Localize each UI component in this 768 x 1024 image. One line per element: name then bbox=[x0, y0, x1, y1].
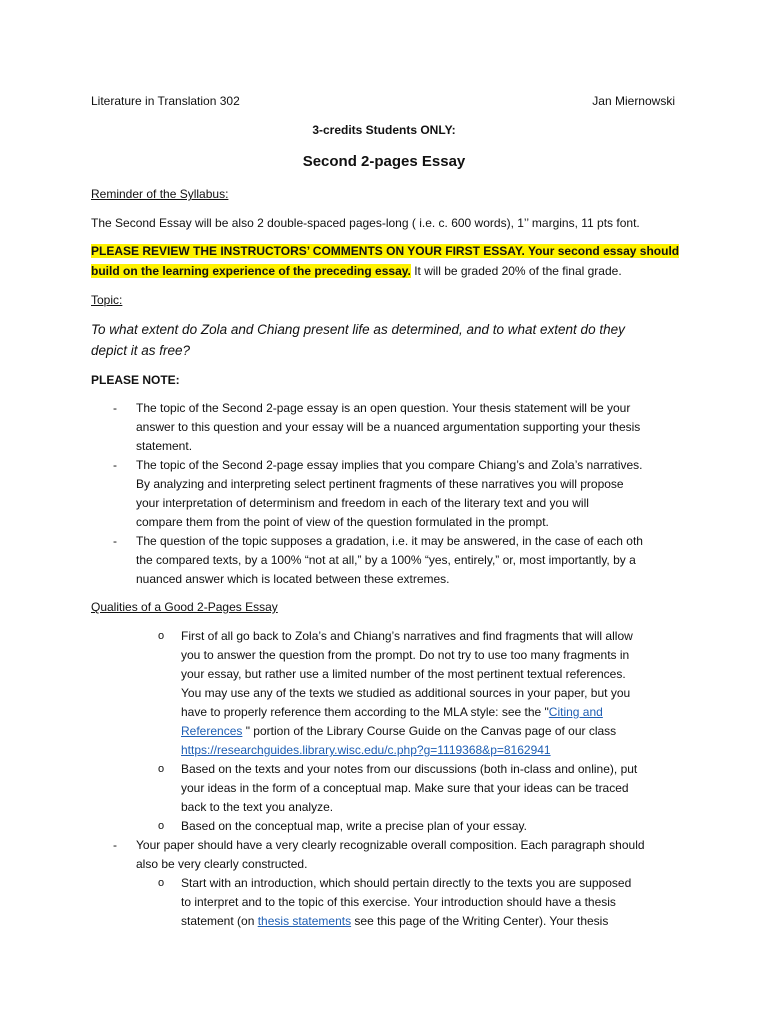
note-3-line-3: nuanced answer which is located between these extremes. bbox=[136, 572, 450, 586]
subtitle: 3-credits Students ONLY: bbox=[312, 123, 456, 137]
course-name: Literature in Translation 302 bbox=[91, 94, 240, 108]
page-title: Second 2-pages Essay bbox=[302, 153, 466, 170]
note-2-line-4: compare them from the point of view of the question formulated in the prompt. bbox=[136, 515, 549, 529]
quality-1-line-3: your essay, but rather use a limited number of the most pertinent textual references. bbox=[181, 667, 626, 681]
intro-line-3-post: see this page of the Writing Center). Your thesis bbox=[351, 914, 609, 928]
note-2-line-1: The topic of the Second 2-page essay implies that you compare Chiang’s and Zola’s narratives. bbox=[136, 458, 643, 472]
note-3-line-1: The question of the topic supposes a gradation, i.e. it may be answered, in the case of each oth bbox=[136, 534, 643, 548]
bullet-dash: - bbox=[113, 458, 117, 472]
please-note-heading: PLEASE NOTE: bbox=[91, 373, 180, 387]
quality-1-line-5 bbox=[181, 703, 603, 722]
note-1-line-3: statement. bbox=[136, 439, 193, 453]
circle-bullet-icon: o bbox=[158, 820, 165, 832]
intro-line-2: to interpret and to the topic of this exercise. Your introduction should have a thesis bbox=[181, 895, 616, 909]
bullet-dash: - bbox=[113, 534, 117, 548]
notice-tail: It will be graded 20% of the final grade. bbox=[410, 264, 622, 278]
intro-line-3 bbox=[181, 912, 608, 931]
quality-2-line-3: back to the text you analyze. bbox=[181, 800, 334, 814]
circle-bullet-icon: o bbox=[158, 630, 165, 642]
research-guide-url-link[interactable]: https://researchguides.library.wisc.edu/c.php?g=1119368&p=8162941 bbox=[181, 743, 551, 757]
note-2-line-3: your interpretation of determinism and freedom in each of the literary text and you will bbox=[136, 496, 589, 510]
composition-line-2: also be very clearly constructed. bbox=[136, 857, 308, 871]
topic-heading: Topic: bbox=[91, 293, 123, 307]
bullet-dash: - bbox=[113, 401, 117, 415]
notice-line-2 bbox=[91, 262, 622, 281]
quality-1-line-6-text: " portion of the Library Course Guide on the Canvas page of our class bbox=[242, 724, 617, 738]
circle-bullet-icon: o bbox=[158, 763, 165, 775]
author-name: Jan Miernowski bbox=[592, 94, 675, 108]
qualities-heading: Qualities of a Good 2-Pages Essay bbox=[91, 600, 278, 614]
quality-1-line-4: You may use any of the texts we studied as additional sources in your paper, but you bbox=[181, 686, 631, 700]
note-3-line-2: the compared texts, by a 100% “not at all,” by a 100% “yes, entirely,” or, most importantly, by a bbox=[136, 553, 636, 567]
reminder-heading: Reminder of the Syllabus: bbox=[91, 187, 229, 201]
reminder-text: The Second Essay will be also 2 double-spaced pages-long ( i.e. c. 600 words), 1’’ margins, 11 pts font. bbox=[91, 216, 640, 230]
notice-highlight-2: build on the learning experience of the preceding essay. bbox=[91, 264, 411, 278]
note-1-line-1: The topic of the Second 2-page essay is an open question. Your thesis statement will be your bbox=[136, 401, 631, 415]
topic-question-line-1: To what extent do Zola and Chiang present life as determined, and to what extent do they bbox=[91, 322, 625, 337]
topic-question-line-2: depict it as free? bbox=[91, 343, 191, 358]
quality-1-line-5-text: have to properly reference them according to the MLA style: see the " bbox=[181, 705, 549, 719]
quality-1-line-1: First of all go back to Zola’s and Chiang’s narratives and find fragments that will allow bbox=[181, 629, 633, 643]
composition-line-1: Your paper should have a very clearly recognizable overall composition. Each paragraph should bbox=[136, 838, 645, 852]
quality-1-line-6 bbox=[181, 722, 616, 741]
notice-highlight-1: PLEASE REVIEW THE INSTRUCTORS’ COMMENTS ON YOUR FIRST ESSAY. Your second essay should bbox=[91, 244, 680, 258]
quality-3-line-1: Based on the conceptual map, write a precise plan of your essay. bbox=[181, 819, 527, 833]
quality-1-line-2: you to answer the question from the prompt. Do not try to use too many fragments in bbox=[181, 648, 630, 662]
intro-line-3-pre: statement (on bbox=[181, 914, 258, 928]
notice-line-1 bbox=[91, 242, 679, 261]
quality-2-line-2: your ideas in the form of a conceptual map. Make sure that your ideas can be traced bbox=[181, 781, 629, 795]
bullet-dash: - bbox=[113, 838, 117, 852]
intro-line-1: Start with an introduction, which should pertain directly to the texts you are supposed bbox=[181, 876, 632, 890]
quality-1-line-7 bbox=[181, 741, 551, 760]
note-2-line-2: By analyzing and interpreting select pertinent fragments of these narratives you will propose bbox=[136, 477, 624, 491]
citing-references-link-continued[interactable]: References bbox=[181, 724, 243, 738]
circle-bullet-icon: o bbox=[158, 877, 165, 889]
quality-2-line-1: Based on the texts and your notes from our discussions (both in-class and online), put bbox=[181, 762, 638, 776]
note-1-line-2: answer to this question and your essay will be a nuanced argumentation supporting your thesis bbox=[136, 420, 641, 434]
citing-references-link[interactable]: Citing and bbox=[548, 705, 603, 719]
thesis-statements-link[interactable]: thesis statements bbox=[257, 914, 352, 928]
